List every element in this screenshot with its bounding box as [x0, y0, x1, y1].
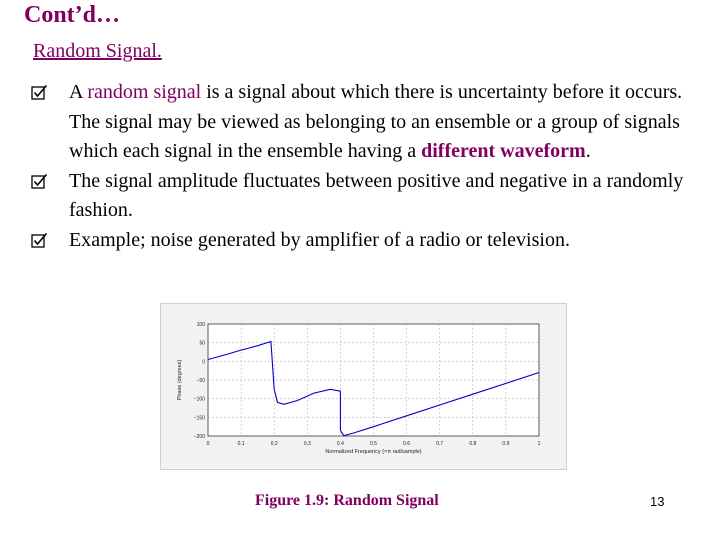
bullet-text: Example; noise generated by amplifier of a radio or television. — [69, 228, 570, 251]
figure-caption: Figure 1.9: Random Signal — [255, 492, 439, 509]
x-tick-label: 0.9 — [502, 441, 510, 447]
x-tick-label: 0.3 — [303, 441, 311, 447]
y-tick-label: 50 — [199, 340, 205, 347]
slide-title: Cont’d… — [24, 2, 121, 28]
checkbox-checked-icon — [31, 84, 48, 101]
highlight-term: different waveform — [421, 140, 586, 162]
y-tick-label: 0 — [202, 359, 205, 366]
y-tick-label: −50 — [196, 378, 205, 384]
y-tick-label: −150 — [193, 415, 205, 422]
x-tick-label: 0.1 — [237, 441, 245, 447]
figure-image — [160, 303, 567, 470]
x-tick-label: 0.2 — [270, 441, 278, 447]
bullet-item — [31, 78, 711, 167]
phase-plot — [161, 304, 566, 469]
checkbox-checked-icon — [31, 173, 48, 190]
bullet-text: . — [585, 140, 591, 162]
x-axis-label: Normalized Frequency (×π rad/sample) — [325, 449, 422, 455]
slide-subtitle: Random Signal. — [33, 40, 162, 62]
bullet-text: The signal amplitude fluctuates between positive and negative in a randomly fashion. — [69, 169, 684, 221]
x-tick-label: 0 — [206, 441, 210, 447]
bullet-item — [31, 167, 711, 226]
checkbox-checked-icon — [31, 232, 48, 249]
x-tick-label: 0.6 — [403, 441, 411, 447]
bullet-item — [31, 226, 711, 256]
bullet-text: is a signal about which there is uncertainty before it occurs. The signal may be viewed as belonging to an ensemble or a group of signals which each signal in the ensemble having a — [69, 81, 683, 162]
y-axis-label: Phase (degrees) — [177, 359, 183, 401]
highlight-term: random signal — [87, 81, 202, 103]
y-tick-label: −100 — [193, 396, 205, 403]
y-tick-label: −200 — [193, 434, 205, 440]
x-tick-label: 1 — [537, 441, 541, 447]
y-tick-label: 100 — [196, 322, 205, 328]
x-tick-label: 0.8 — [469, 441, 477, 447]
page-number: 13 — [650, 494, 665, 509]
bullet-text: A — [69, 81, 88, 103]
x-tick-label: 0.5 — [370, 441, 377, 447]
x-tick-label: 0.4 — [336, 441, 344, 447]
x-tick-label: 0.7 — [436, 441, 444, 447]
bullet-list — [31, 78, 711, 255]
